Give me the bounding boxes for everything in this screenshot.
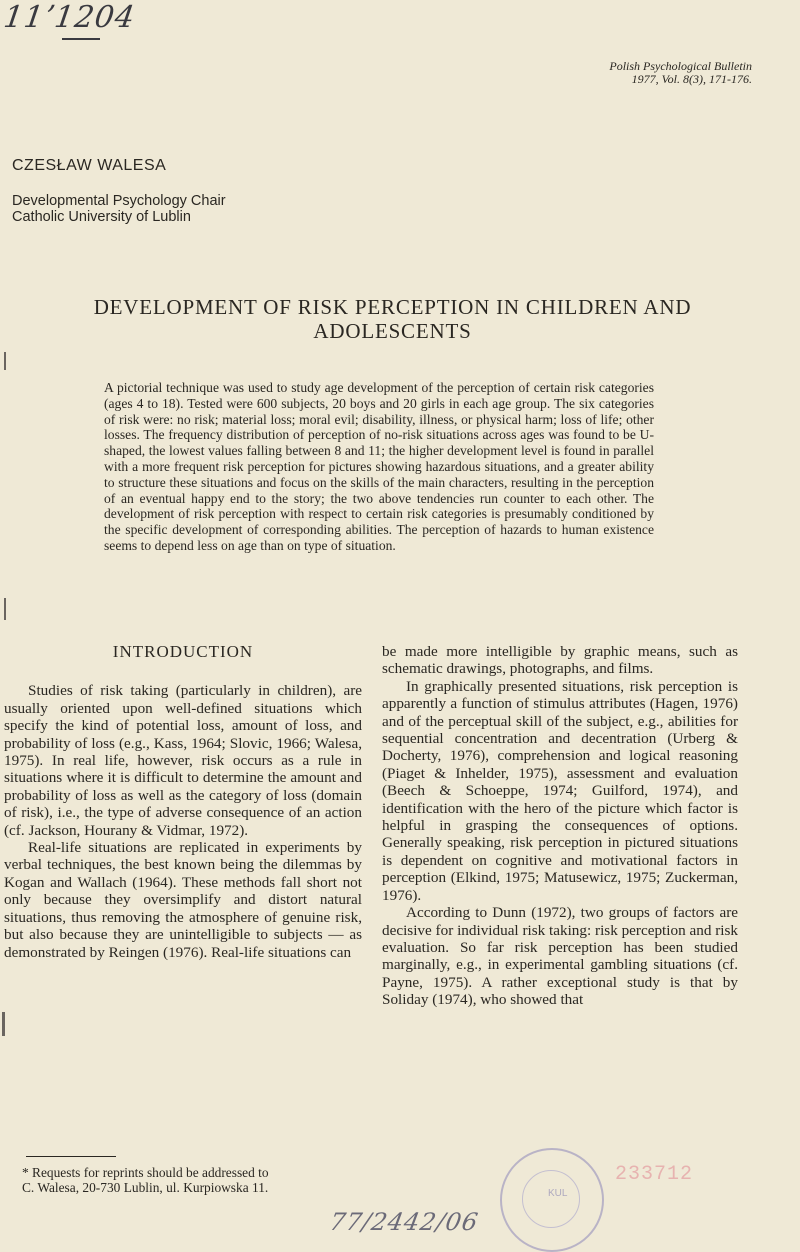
left-column	[4, 643, 362, 961]
intro-paragraph-3: be made more intelligible by graphic means, such as schematic drawings, photographs, and films.	[382, 643, 738, 678]
handwritten-call-number: 77/2442/06	[327, 1208, 481, 1236]
right-column	[382, 643, 738, 1009]
section-heading-introduction: INTRODUCTION	[112, 642, 254, 661]
accession-number-stamp: 233712	[615, 1163, 694, 1186]
shelfmark-underline	[62, 38, 100, 40]
footnote-line-1: * Requests for reprints should be addressed to	[22, 1165, 269, 1180]
library-stamp-text: KUL	[548, 1188, 568, 1199]
margin-mark	[4, 352, 6, 370]
intro-paragraph-5: According to Dunn (1972), two groups of factors are decisive for individual risk taking: risk perception and risk evaluation. So far risk perception has been studied marginally, e.g., in experimental gambling situations (cf. Payne, 1975). A rather exceptional study is that by Soliday (1974), who showed that	[382, 904, 738, 1009]
intro-paragraph-1: Studies of risk taking (particularly in children), are usually oriented upon well-defined situations which specify the kind of potential loss, amount of loss, and probability of loss (e.g., Kass, 1964; Slovic, 1966; Walesa, 1975). In real life, however, risk occurs as a rule in situations where it is difficult to determine the amount and probability of loss as well as the category of loss (domain of risk), i.e., the type of adverse consequence of an action (cf. Jackson, Hourany & Vidmar, 1972).	[4, 682, 362, 839]
library-stamp-inner-ring	[522, 1170, 580, 1228]
journal-name: Polish Psychological Bulletin	[609, 59, 752, 73]
affiliation-line-2: Catholic University of Lublin	[12, 209, 191, 225]
margin-mark	[2, 1012, 5, 1036]
abstract: A pictorial technique was used to study age development of the perception of certain risk categories (ages 4 to 18). Tested were 600 subjects, 20 boys and 20 girls in each age group. The six categories of risk were: no risk; material loss; moral evil; disability, illness, or physical harm; loss of life; other losses. The frequency distribution of perception of no-risk situations across ages was found to be U-shaped, the lowest values falling between 8 and 11; the higher development level is found in parallel with a more frequent risk perception for pictures showing hazardous situations, and a greater ability to structure these situations and focus on the skills of the main characters, resulting in the perception of an eventual happy end to the story; the two above tendencies run counter to each other. The development of risk perception with respect to certain risk categories is presumably conditioned by the specific development of corresponding abilities. The perception of hazards to human existence seems to depend less on age than on type of situation.	[104, 380, 654, 553]
affiliation-line-1: Developmental Psychology Chair	[12, 193, 226, 209]
intro-paragraph-2: Real-life situations are replicated in experiments by verbal techniques, the best known being the dilemmas by Kogan and Wallach (1964). These methods fall short not only because they oversimplify and distort natural situations, thus removing the atmosphere of genuine risk, but also because they are unintelligible to subjects — as demonstrated by Reingen (1976). Real-life situations can	[4, 839, 362, 961]
footnote	[22, 1165, 362, 1195]
footnote-rule	[26, 1156, 116, 1157]
handwritten-shelfmark: 11ʼ1204	[1, 0, 138, 35]
author-name: CZESŁAW WALESA	[12, 157, 167, 174]
intro-paragraph-4: In graphically presented situations, risk perception is apparently a function of stimulus attributes (Hagen, 1976) and of the perceptual skill of the subject, e.g., abilities for sequential concentration and decentration (Urberg & Docherty, 1976), comprehension and logical reasoning (Piaget & Inhelder, 1975), assessment and evaluation (Beech & Schoeppe, 1974; Guilford, 1974), and identification with the hero of the picture which factor is helpful in grasping the consequences of options. Generally speaking, risk perception in pictured situations is dependent on cognitive and motivational factors in perception (Elkind, 1975; Matusewicz, 1975; Zuckerman, 1976).	[382, 677, 738, 904]
author-affiliation	[12, 193, 226, 225]
margin-mark	[4, 598, 6, 620]
journal-issue: 1977, Vol. 8(3), 171-176.	[631, 72, 752, 86]
paper-title: DEVELOPMENT OF RISK PERCEPTION IN CHILDREN AND ADOLESCENTS	[93, 295, 692, 343]
footnote-line-2: C. Walesa, 20-730 Lublin, ul. Kurpiowska 11.	[22, 1180, 269, 1195]
journal-citation	[609, 60, 752, 86]
